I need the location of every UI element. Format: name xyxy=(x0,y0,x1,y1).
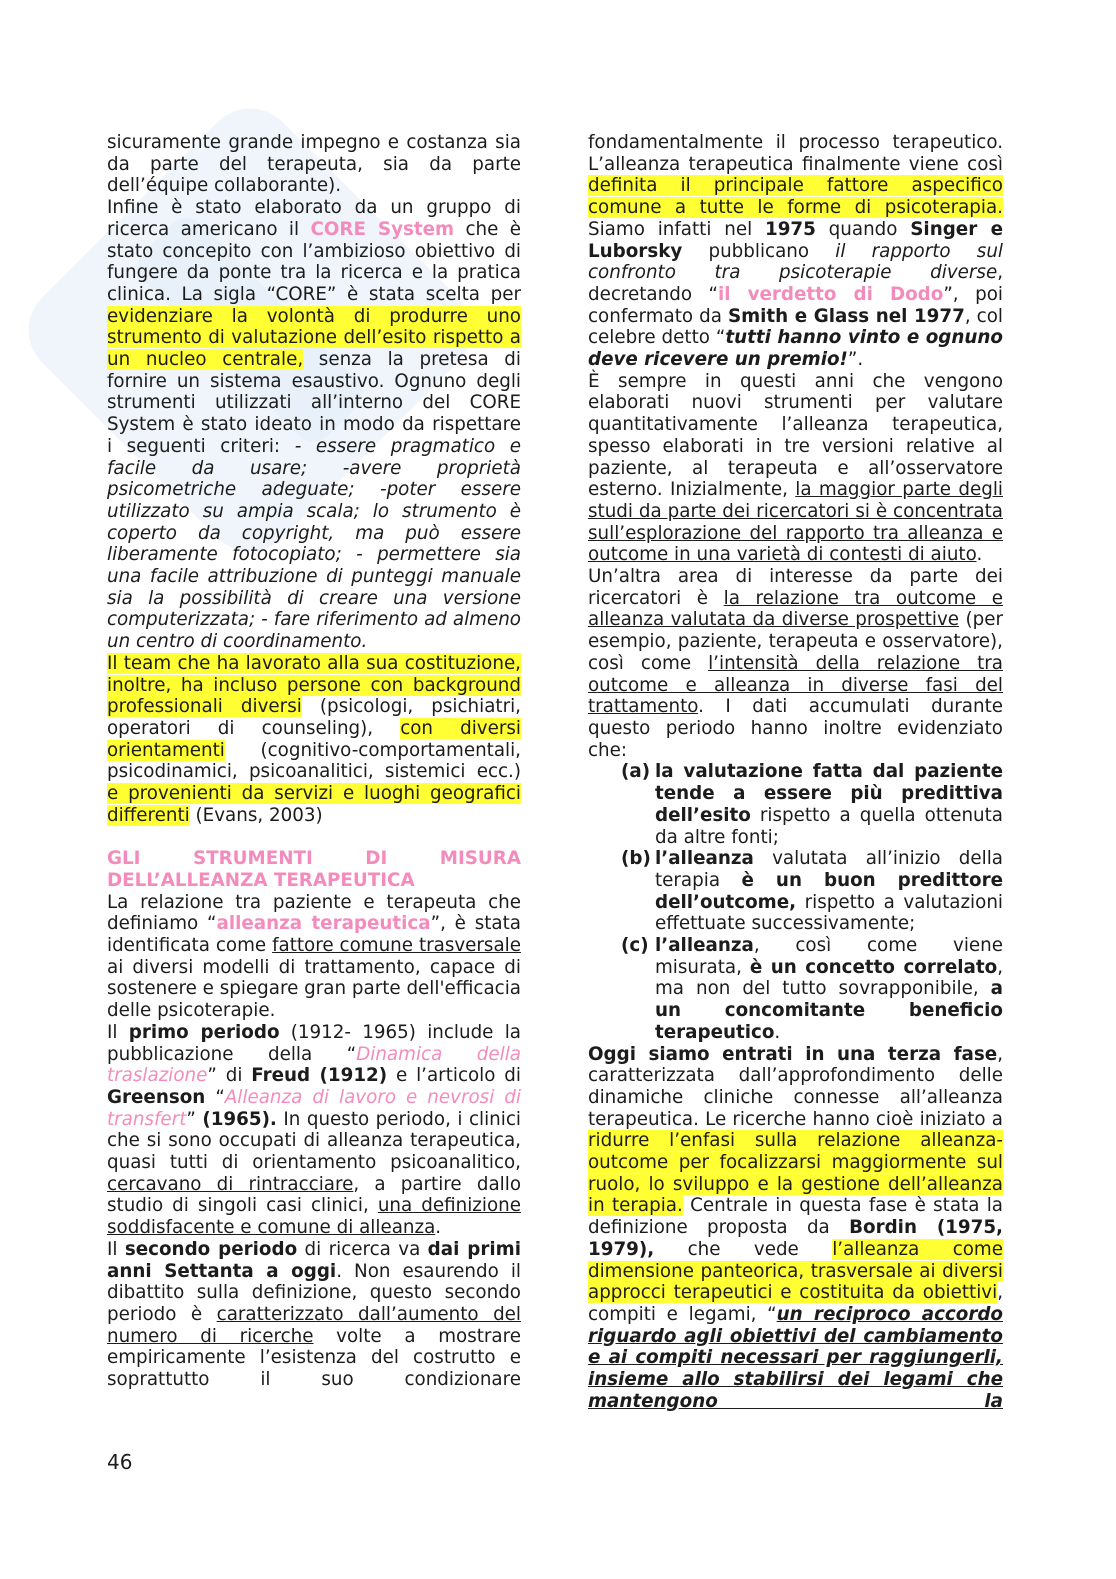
text-run: Siamo infatti nel xyxy=(588,218,765,240)
text-run: , a partire dallo studio di singoli casi clinici, xyxy=(107,1173,522,1217)
text-run: l’intensità della relazione tra outcome e alleanza in diverse fasi del trattamento xyxy=(588,652,1003,718)
paragraph xyxy=(107,1022,521,1239)
text-run: - essere pragmatico e facile da usare; -avere proprietà psicometriche adeguate; -poter essere utilizzato su ampia scala; lo strumento è coperto da copyright, ma può essere liberamente fotocopiato; - permettere sia una facile attribuzione di punteggi manuale sia la possibilità di creare una versione computerizzata; - fare riferimento ad almeno un centro di coordinamento. xyxy=(107,435,521,653)
text-run: Freud (1912) xyxy=(251,1065,388,1087)
text-run: Centrale in questa fase è stata la definizione proposta da xyxy=(588,1195,1003,1239)
text-run: evidenziare la volontà di produrre uno strumento di valutazione dell’esito rispetto a un nucleo centrale, xyxy=(107,305,521,371)
text-run: (1965). xyxy=(202,1108,277,1130)
paragraph xyxy=(107,197,521,653)
paragraph xyxy=(588,132,1003,371)
text-run: GLI STRUMENTI DI MISURA DELL’ALLEANZA TERAPEUTICA xyxy=(107,848,521,891)
text-run: sicuramente grande impegno e costanza sia da parte del terapeuta, sia da parte dell’équipe collaborante). xyxy=(107,132,521,197)
left-column xyxy=(107,132,521,1391)
paragraph xyxy=(588,566,1003,761)
text-run: l’alleanza xyxy=(655,935,754,957)
text-run: ” di xyxy=(207,1065,252,1087)
text-run: pubblicano xyxy=(682,240,836,262)
paragraph xyxy=(588,371,1003,566)
text-run: (psicologi, psichiatri, operatori di counseling), xyxy=(107,696,521,739)
text-run: fondamentalmente il processo terapeutico. L’alleanza terapeutica finalmente viene così xyxy=(588,132,1003,175)
list-item xyxy=(588,761,1003,848)
text-run: Un’altra area di interesse da parte dei ricercatori è xyxy=(588,566,1003,609)
text-run: Greenson xyxy=(107,1086,206,1108)
text-run: È sempre in questi anni che vengono elaborati nuovi strumenti per valutare quantitativamente l’alleanza terapeutica, spesso elaborati in tre versioni relative al paziente, al terapeuta e all’osservatore esterno. Inizialmente, xyxy=(588,370,1003,501)
text-run: CORE System xyxy=(310,218,455,240)
text-run: con diversi orientamenti xyxy=(107,717,521,761)
text-run: e l’articolo di xyxy=(387,1065,521,1087)
text-run: Bordin (1975, 1979), xyxy=(588,1217,1004,1260)
paragraph xyxy=(588,1044,1003,1413)
text-run: secondo periodo xyxy=(124,1238,298,1260)
text-run: “ xyxy=(205,1086,225,1108)
text-run: definita il principale fattore aspecifico comune a tutte le forme di psicoterapia. xyxy=(588,175,1003,219)
text-run: l’alleanza come dimensione panteorica, trasversale ai diversi approcci terapeutici e costituita da obiettivi xyxy=(588,1238,1003,1304)
text-run: . xyxy=(976,544,983,566)
text-run: una definizione soddisfacente e comune di alleanza xyxy=(107,1195,521,1239)
text-run: che vede xyxy=(654,1238,833,1260)
list-item-label: (c) xyxy=(621,935,649,957)
paragraph xyxy=(107,132,521,197)
list-item-label: (a) xyxy=(621,761,651,783)
text-run: è un buon predittore dell’outcome, xyxy=(655,869,1003,913)
text-run: la maggior parte degli studi da parte dei ricercatori si è concentrata sull’esplorazione del rapporto tra alleanza e outcome in una varietà di contesti di aiuto xyxy=(588,479,1003,566)
text-run: Alleanza di lavoro e nevrosi di transfert xyxy=(107,1086,521,1130)
text-run: (per esempio, paziente, terapeuta e osservatore), così come xyxy=(588,609,1003,674)
text-run: cercavano di rintracciare xyxy=(107,1173,354,1195)
text-run: , compiti e legami, “ xyxy=(588,1282,1003,1325)
text-run: Infine è stato elaborato da un gruppo di ricerca americano il xyxy=(107,197,521,240)
list-item-label: (b) xyxy=(621,848,651,870)
text-run: , decretando “ xyxy=(588,262,1003,305)
text-run: . Non esaurendo il dibattito sulla definizione, questo secondo periodo è xyxy=(107,1260,521,1325)
text-run: Smith e Glass nel 1977 xyxy=(727,305,965,327)
paragraph xyxy=(107,1239,521,1391)
text-run: valutata all’inizio della terapia xyxy=(655,848,1003,891)
text-run: è un concetto correlato xyxy=(749,956,998,978)
text-run: , caratterizzata dall’approfondimento delle dinamiche cliniche connesse all’alleanza terapeutica. Le ricerche hanno cioè iniziato a xyxy=(588,1043,1003,1130)
text-run: . I dati accumulati durante questo periodo hanno inoltre evidenziato che: xyxy=(588,696,1003,761)
text-run: , col celebre detto “ xyxy=(588,305,1003,349)
text-run: ”, è stata identificata come xyxy=(107,913,521,956)
section-heading xyxy=(107,848,521,891)
text-run: di ricerca va xyxy=(297,1238,428,1260)
text-run: Il xyxy=(107,1021,129,1043)
text-run: volte a mostrare empiricamente l’esistenza del costrutto e soprattutto il suo condizionare xyxy=(107,1325,521,1391)
text-run: (Evans, 2003) xyxy=(189,804,323,826)
text-run: In questo periodo, i clinici che si sono occupati di alleanza terapeutica, quasi tutti di orientamento psicoanalitico, xyxy=(107,1108,521,1174)
right-column xyxy=(588,132,1003,1412)
text-run: quando xyxy=(815,218,911,240)
text-run: . xyxy=(774,1021,781,1043)
text-run: l’alleanza xyxy=(655,848,754,870)
text-run: ridurre l’enfasi sulla relazione alleanza-outcome per focalizzarsi maggiormente sul ruolo, lo sviluppo e la gestione dell’alleanza in terapia. xyxy=(588,1130,1003,1217)
page-number: 46 xyxy=(107,1450,133,1474)
text-run: un reciproco accordo riguardo agli obiettivi del cambiamento e ai compiti necessari per raggiungerli, insieme allo stabilirsi dei legami che mantengono la xyxy=(588,1303,1003,1412)
text-run: . xyxy=(435,1217,442,1239)
text-run: Il team che ha lavorato alla sua costituzione, inoltre, ha incluso persone con background professionali diversi xyxy=(107,652,521,718)
text-run: , così come viene misurata, xyxy=(655,935,1003,978)
text-run: la valutazione fatta dal paziente tende a essere più predittiva dell’esito xyxy=(655,761,1003,826)
list-item xyxy=(588,935,1003,1044)
text-run: La relazione tra paziente e terapeuta che definiamo “ xyxy=(107,891,521,935)
text-run: la relazione tra outcome e alleanza valutata da diverse prospettive xyxy=(588,587,1003,631)
text-run: dai primi anni Settanta a oggi xyxy=(107,1238,521,1282)
text-run: che è stato concepito con l’ambizioso obiettivo di fungere da ponte tra la ricerca e la pratica clinica. La sigla “CORE” è stata scelta per xyxy=(107,218,521,305)
text-run: alleanza terapeutica xyxy=(216,913,431,935)
text-run: a un concomitante beneficio terapeutico xyxy=(655,978,1003,1043)
text-run: tutti hanno vinto e ognuno deve ricevere un premio! xyxy=(588,327,1003,371)
list-item xyxy=(588,848,1003,935)
text-run: rispetto a valutazioni effettuate successivamente; xyxy=(655,891,1003,935)
text-run: primo periodo xyxy=(128,1021,280,1043)
text-run: ” xyxy=(186,1108,203,1130)
text-run: ”, poi confermato da xyxy=(588,283,1003,327)
text-run: caratterizzato dall’aumento del numero di ricerche xyxy=(107,1303,521,1347)
text-run: rispetto a quella ottenuta da altre fonti; xyxy=(655,804,1003,848)
text-run: , ma non del tutto sovrapponibile, xyxy=(655,956,1003,1000)
text-run: ai diversi modelli di trattamento, capace di sostenere e spiegare gran parte dell'efficacia delle psicoterapie. xyxy=(107,956,521,1022)
text-run: Oggi siamo entrati in una terza fase xyxy=(588,1043,998,1065)
text-run: ”. xyxy=(847,349,864,371)
text-run: fattore comune trasversale xyxy=(272,935,521,956)
text-run: senza la pretesa di fornire un sistema esaustivo. Ognuno degli strumenti utilizzati all’interno del CORE System è stato ideato in modo da rispettare i seguenti criteri: xyxy=(107,349,521,457)
text-run: 1975 xyxy=(764,218,816,240)
text-run: Dinamica della traslazione xyxy=(107,1043,521,1087)
text-run: e provenienti da servizi e luoghi geografici differenti xyxy=(107,783,521,826)
text-run: il rapporto sul confronto tra psicoterapie diverse xyxy=(588,240,1003,284)
paragraph xyxy=(107,653,521,827)
text-run: (1912- 1965) include la pubblicazione della “ xyxy=(107,1021,521,1065)
text-run: il verdetto di Dodo xyxy=(718,283,944,305)
text-run: Il xyxy=(107,1238,125,1260)
text-run: (cognitivo-comportamentali, psicodinamici, psicoanalitici, sistemici ecc.) xyxy=(107,739,521,783)
paragraph xyxy=(107,892,521,1022)
text-run: Singer e Luborsky xyxy=(588,218,1003,262)
